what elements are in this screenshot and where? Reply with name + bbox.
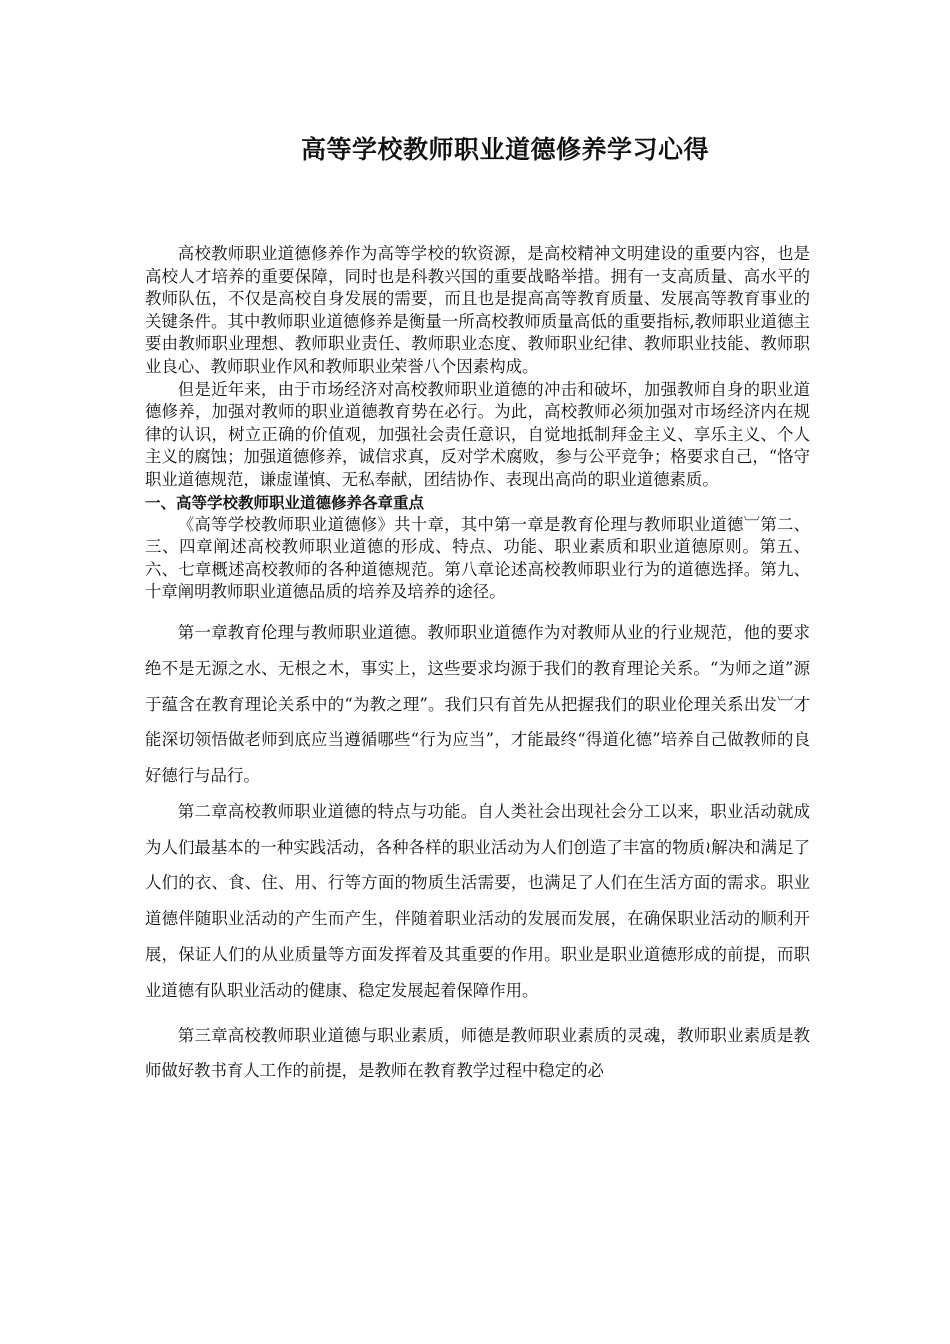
paragraph-chapter-1: 第一章教育伦理与教师职业道德。教师职业道德作为对教师从业的行业规范，他的要求绝不是无源之水、无根之木，事实上，这些要求均源于我们的教育理论关系。“为师之道”源于蕴含在教育理论关系中的“为教之理”。我们只有首先从把握我们的职业伦理关系出发︺才能深切领悟做老师到底应当遵循哪些“行为应当”，才能最终“得道化德”培养自己做教师的良好德行与品行。 — [145, 622, 810, 786]
paragraph-market-economy: 但是近年来，由于市场经济对高校教师职业道德的冲击和破坏，加强教师自身的职业道德修养，加强对教师的职业道德教育势在必行。为此，高校教师必须加强对市场经济内在规律的认识，树立正确的价值观，加强社会责任意识，自觉地抵制拜金主义、享乐主义、个人主义的腐蚀；加强道德修养，诚信求真，反对学术腐败，参与公平竞争；格要求自己，“恪守职业道德规范，谦虚谨慎、无私奉献，团结协作、表现出高尚的职业道德素质。 — [145, 379, 810, 489]
paragraph-chapter-2: 第二章高校教师职业道德的特点与功能。自人类社会出现社会分工以来，职业活动就成为人们最基本的一种实践活动，各种各样的职业活动为人们创造了丰富的物质≀解决和满足了人们的衣、食、住、用、行等方面的物质生活需要，也满足了人们在生活方面的需求。职业道德伴随职业活动的产生而产生，伴随着职业活动的发展而发展，在确保职业活动的顺利开展，保证人们的从业质量等方面发挥着及其重要的作用。职业是职业道德形成的前提，而职业道德有队职业活动的健康、稳定发展起着保障作用。 — [145, 801, 810, 1000]
document-body — [145, 243, 810, 1089]
spacer — [145, 604, 810, 615]
paragraph-intro: 高校教师职业道德修养作为高等学校的软资源，是高校精神文明建设的重要内容，也是高校人才培养的重要保障，同时也是科教兴国的重要战略举措。拥有一支高质量、高水平的教师队伍，不仅是高校自身发展的需要，而且也是提高高等教育质量、发展高等教育事业的关键条件。其中教师职业道德修养是衡量一所高校教师质量高低的重要指标,教师职业道德主要由教师职业理想、教师职业责任、教师职业态度、教师职业纪律、教师职业技能、教师职业良心、教师职业作风和教师职业荣誉八个因素构成。 — [145, 244, 810, 376]
document-title: 高等学校教师职业道德修养学习心得 — [300, 135, 709, 164]
spacer — [145, 1009, 810, 1018]
paragraph-chapter-3: 第三章高校教师职业道德与职业素质，师德是教师职业素质的灵魂，教师职业素质是教师做好教书育人工作的前提，是教师在教育教学过程中稳定的必 — [145, 1025, 810, 1081]
paragraph-section-intro: 《高等学校教师职业道德修》共十章，其中第一章是教育伦理与教师职业道德︺第二、三、四章阐述高校教师职业道德的形成、特点、功能、职业素质和职业道德原则。第五、六、七章概述高校教师的各种道德规范。第八章论述高校教师职业行为的道德选择。第九、十章阐明教师职业道德品质的培养及培养的途径。 — [145, 514, 810, 602]
section-heading: 一、高等学校教师职业道德修养各章重点 — [145, 493, 425, 512]
